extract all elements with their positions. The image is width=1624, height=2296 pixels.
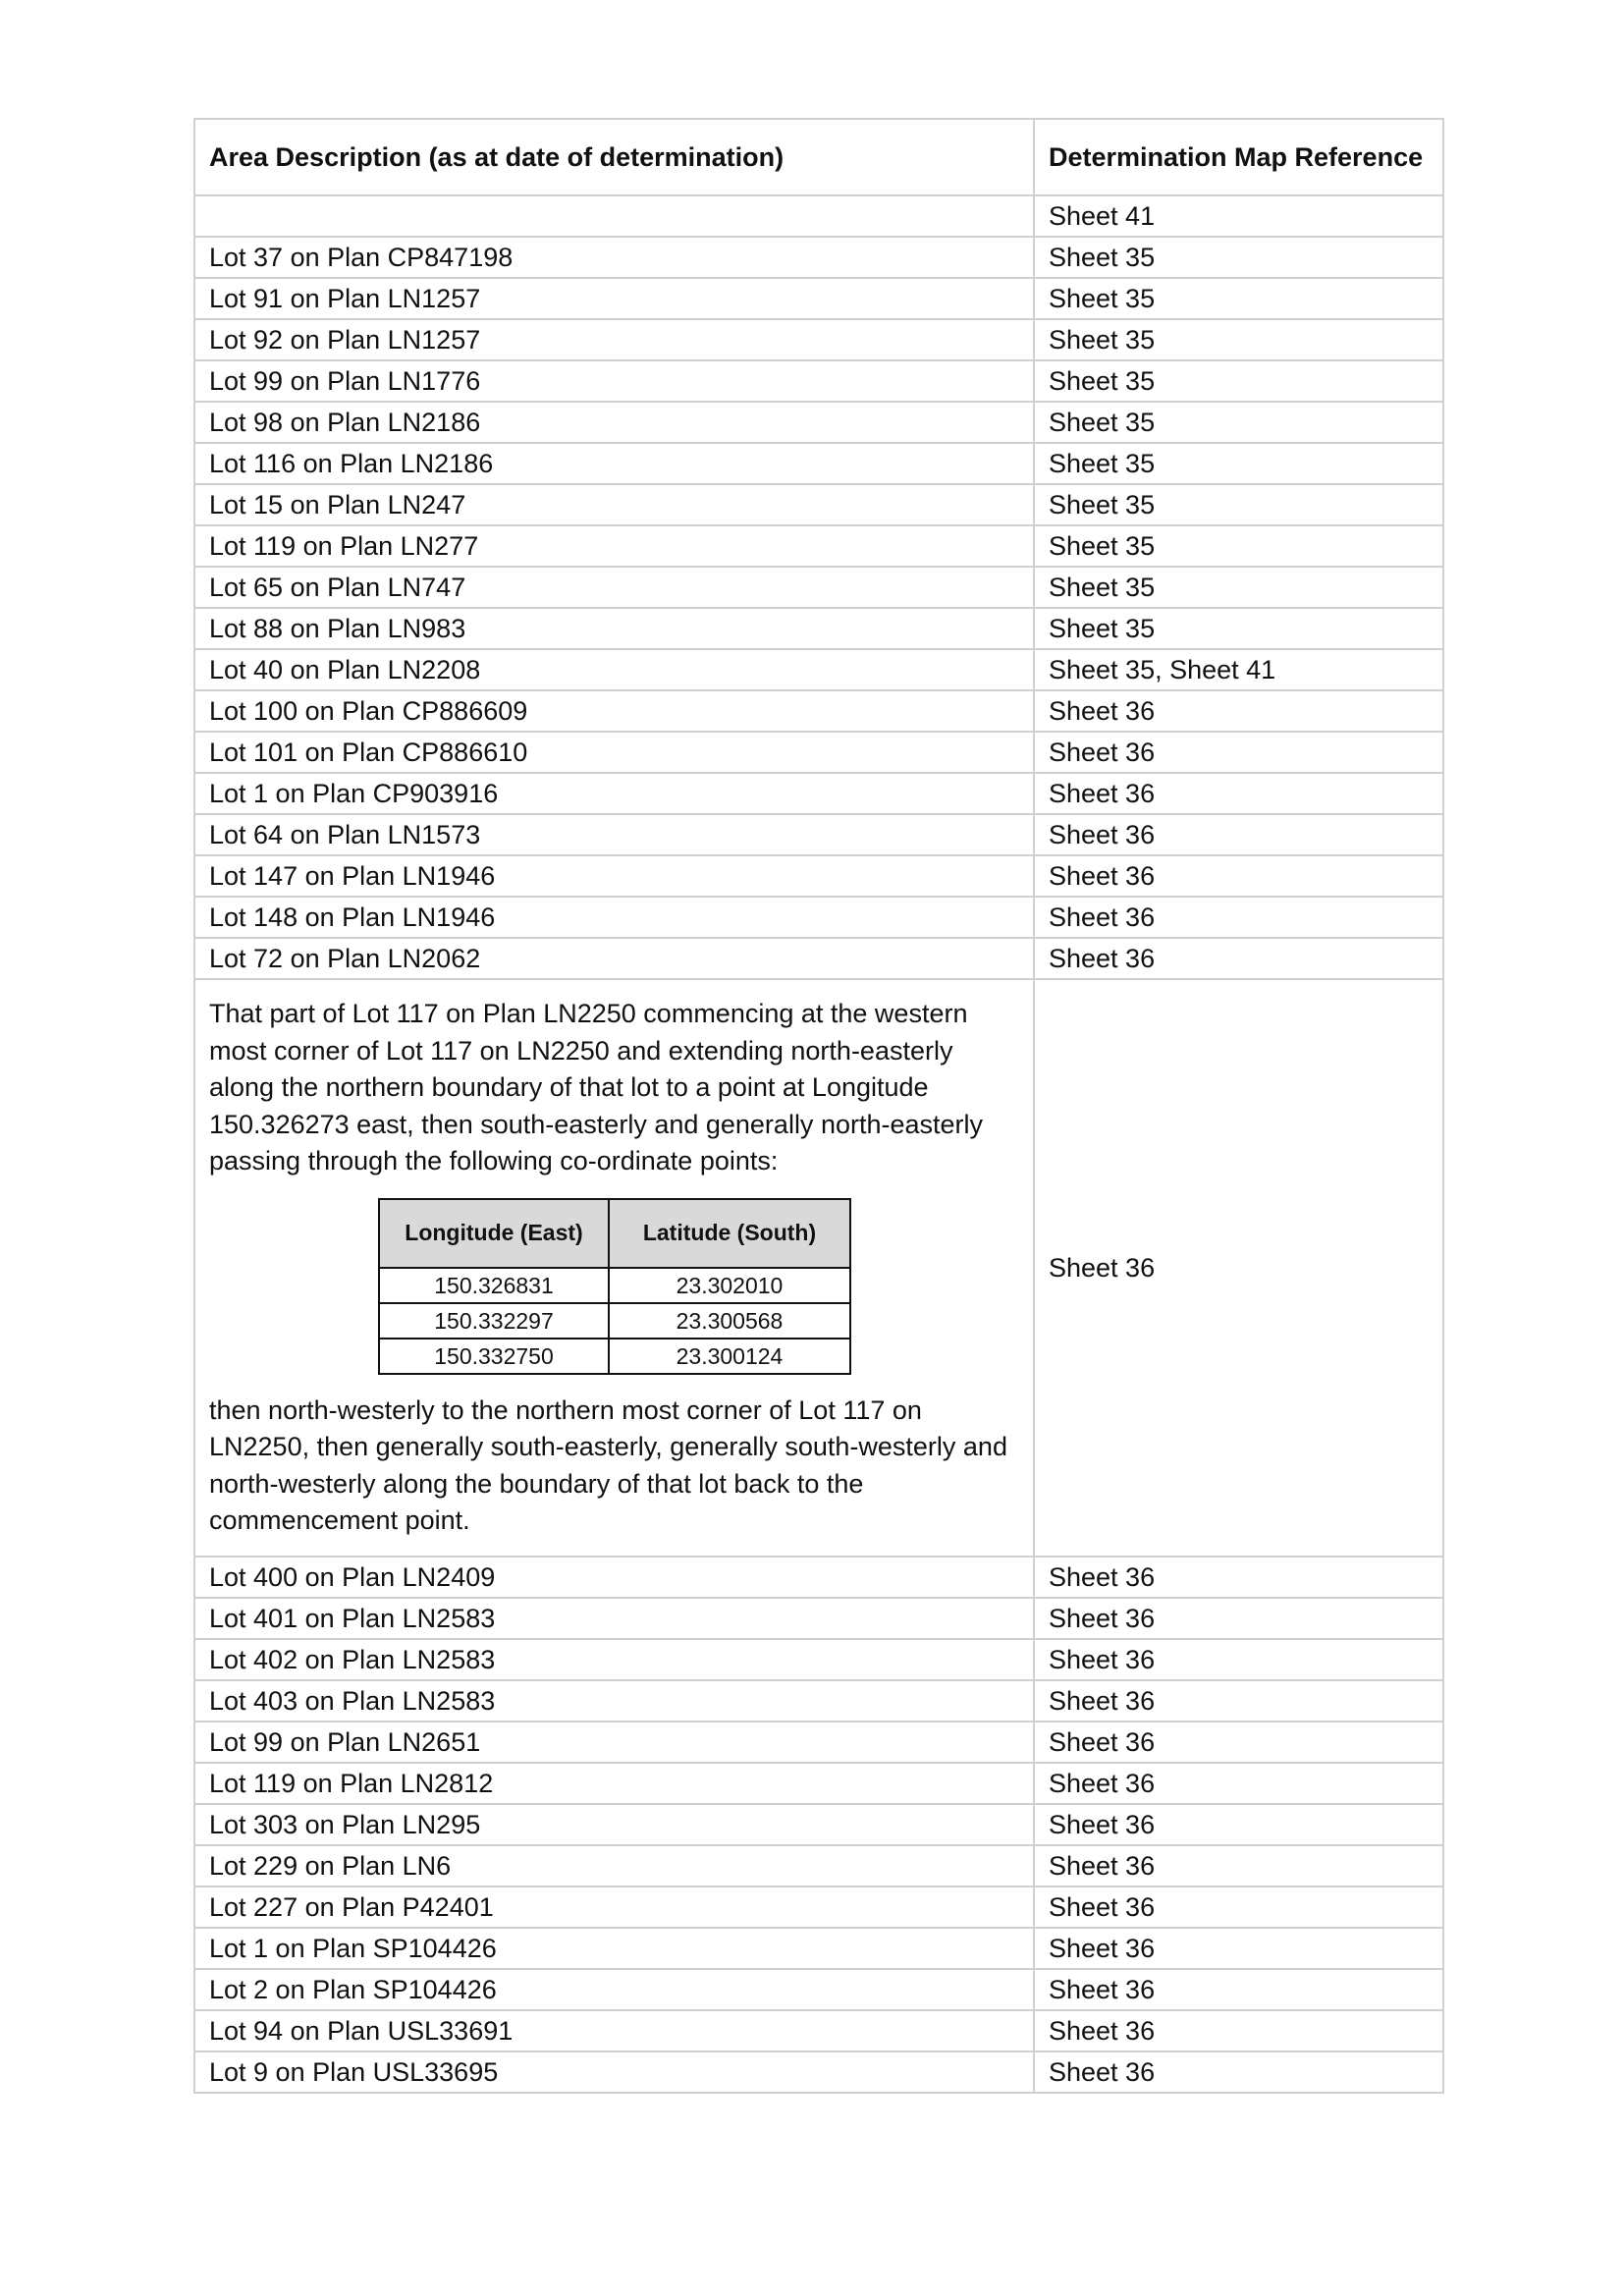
- special-row: [194, 979, 1443, 1557]
- table-body-bottom: [194, 1557, 1443, 2093]
- area-description-cell: Lot 147 on Plan LN1946: [194, 855, 1034, 897]
- map-reference-cell: Sheet 36: [1034, 1928, 1443, 1969]
- special-area-description: [194, 979, 1034, 1557]
- map-reference-cell: Sheet 36: [1034, 690, 1443, 732]
- area-description-cell: Lot 227 on Plan P42401: [194, 1886, 1034, 1928]
- map-reference-cell: Sheet 36: [1034, 1598, 1443, 1639]
- map-reference-cell: Sheet 35: [1034, 402, 1443, 443]
- coordinate-row: [379, 1339, 850, 1374]
- area-description-cell: Lot 400 on Plan LN2409: [194, 1557, 1034, 1598]
- map-reference-cell: Sheet 36: [1034, 2010, 1443, 2051]
- special-outro-text: then north-westerly to the northern most corner of Lot 117 on LN2250, then generally south-easterly, generally south-westerly and north-westerly along the boundary of that lot back to the commencement point.: [209, 1394, 1007, 1535]
- table-row: [194, 525, 1443, 567]
- table-row: [194, 608, 1443, 649]
- determination-table: [193, 118, 1444, 2094]
- area-description-cell: Lot 88 on Plan LN983: [194, 608, 1034, 649]
- map-reference-cell: Sheet 35: [1034, 360, 1443, 402]
- table-body-special: [194, 979, 1443, 1557]
- area-description-cell: Lot 116 on Plan LN2186: [194, 443, 1034, 484]
- table-row: [194, 732, 1443, 773]
- table-row: [194, 195, 1443, 237]
- table-header-row: [194, 119, 1443, 195]
- table-row: [194, 2010, 1443, 2051]
- table-row: [194, 319, 1443, 360]
- area-description-cell: Lot 92 on Plan LN1257: [194, 319, 1034, 360]
- coordinate-rows: [379, 1268, 850, 1374]
- table-row: [194, 237, 1443, 278]
- area-description-cell: Lot 99 on Plan LN2651: [194, 1722, 1034, 1763]
- area-description-cell: Lot 1 on Plan CP903916: [194, 773, 1034, 814]
- table-row: [194, 1804, 1443, 1845]
- area-description-cell: Lot 37 on Plan CP847198: [194, 237, 1034, 278]
- area-description-cell: Lot 99 on Plan LN1776: [194, 360, 1034, 402]
- area-description-cell: Lot 2 on Plan SP104426: [194, 1969, 1034, 2010]
- map-reference-cell: Sheet 35, Sheet 41: [1034, 649, 1443, 690]
- table-row: [194, 649, 1443, 690]
- area-description-cell: Lot 15 on Plan LN247: [194, 484, 1034, 525]
- table-row: [194, 1598, 1443, 1639]
- coord-longitude-cell: 150.332297: [379, 1303, 609, 1339]
- area-description-cell: Lot 40 on Plan LN2208: [194, 649, 1034, 690]
- table-row: [194, 1639, 1443, 1680]
- table-row: [194, 1928, 1443, 1969]
- table-body-top: [194, 195, 1443, 979]
- table-row: [194, 1969, 1443, 2010]
- coordinate-row: [379, 1303, 850, 1339]
- area-description-cell: Lot 303 on Plan LN295: [194, 1804, 1034, 1845]
- area-description-cell: Lot 101 on Plan CP886610: [194, 732, 1034, 773]
- table-row: [194, 690, 1443, 732]
- coord-longitude-cell: 150.332750: [379, 1339, 609, 1374]
- header-area-description: Area Description (as at date of determination): [194, 119, 1034, 195]
- map-reference-cell: Sheet 36: [1034, 1886, 1443, 1928]
- table-row: [194, 1722, 1443, 1763]
- table-row: [194, 443, 1443, 484]
- map-reference-cell: Sheet 35: [1034, 319, 1443, 360]
- table-row: [194, 1845, 1443, 1886]
- table-row: [194, 360, 1443, 402]
- map-reference-cell: Sheet 36: [1034, 897, 1443, 938]
- map-reference-cell: Sheet 35: [1034, 484, 1443, 525]
- coord-header-longitude: Longitude (East): [379, 1199, 609, 1268]
- area-description-cell: Lot 403 on Plan LN2583: [194, 1680, 1034, 1722]
- map-reference-cell: Sheet 36: [1034, 732, 1443, 773]
- table-row: [194, 278, 1443, 319]
- area-description-cell: Lot 401 on Plan LN2583: [194, 1598, 1034, 1639]
- map-reference-cell: Sheet 36: [1034, 814, 1443, 855]
- map-reference-cell: Sheet 36: [1034, 2051, 1443, 2093]
- area-description-cell: Lot 119 on Plan LN2812: [194, 1763, 1034, 1804]
- area-description-cell: Lot 229 on Plan LN6: [194, 1845, 1034, 1886]
- map-reference-cell: Sheet 35: [1034, 443, 1443, 484]
- map-reference-cell: Sheet 36: [1034, 1763, 1443, 1804]
- header-map-reference: Determination Map Reference: [1034, 119, 1443, 195]
- coord-longitude-cell: 150.326831: [379, 1268, 609, 1303]
- table-row: [194, 567, 1443, 608]
- area-description-cell: Lot 64 on Plan LN1573: [194, 814, 1034, 855]
- area-description-cell: Lot 9 on Plan USL33695: [194, 2051, 1034, 2093]
- area-description-cell: Lot 402 on Plan LN2583: [194, 1639, 1034, 1680]
- map-reference-cell: Sheet 36: [1034, 1680, 1443, 1722]
- map-reference-cell: Sheet 36: [1034, 1557, 1443, 1598]
- table-row: [194, 1886, 1443, 1928]
- table-row: [194, 855, 1443, 897]
- area-description-cell: Lot 1 on Plan SP104426: [194, 1928, 1034, 1969]
- map-reference-cell: Sheet 36: [1034, 1722, 1443, 1763]
- coord-latitude-cell: 23.302010: [609, 1268, 850, 1303]
- area-description-cell: Lot 100 on Plan CP886609: [194, 690, 1034, 732]
- table-row: [194, 484, 1443, 525]
- area-description-cell: [194, 195, 1034, 237]
- coord-header-latitude: Latitude (South): [609, 1199, 850, 1268]
- special-map-reference: Sheet 36: [1034, 979, 1443, 1557]
- coord-latitude-cell: 23.300568: [609, 1303, 850, 1339]
- map-reference-cell: Sheet 35: [1034, 608, 1443, 649]
- map-reference-cell: Sheet 36: [1034, 938, 1443, 979]
- map-reference-cell: Sheet 35: [1034, 525, 1443, 567]
- special-intro-text: That part of Lot 117 on Plan LN2250 commencing at the western most corner of Lot 117 on LN2250 and extending north-easterly along the northern boundary of that lot to a point at Longitude 150.326273 east, then south-easterly and generally north-easterly passing through the following co-ordinate points:: [209, 999, 984, 1175]
- table-row: [194, 814, 1443, 855]
- map-reference-cell: Sheet 35: [1034, 278, 1443, 319]
- coord-latitude-cell: 23.300124: [609, 1339, 850, 1374]
- area-description-cell: Lot 148 on Plan LN1946: [194, 897, 1034, 938]
- coordinate-header-row: [379, 1199, 850, 1268]
- map-reference-cell: Sheet 35: [1034, 237, 1443, 278]
- map-reference-cell: Sheet 36: [1034, 855, 1443, 897]
- map-reference-cell: Sheet 36: [1034, 1639, 1443, 1680]
- map-reference-cell: Sheet 36: [1034, 773, 1443, 814]
- table-row: [194, 1680, 1443, 1722]
- map-reference-cell: Sheet 35: [1034, 567, 1443, 608]
- table-row: [194, 773, 1443, 814]
- map-reference-cell: Sheet 36: [1034, 1969, 1443, 2010]
- area-description-cell: Lot 98 on Plan LN2186: [194, 402, 1034, 443]
- coordinate-table: [378, 1198, 851, 1375]
- area-description-cell: Lot 91 on Plan LN1257: [194, 278, 1034, 319]
- area-description-cell: Lot 72 on Plan LN2062: [194, 938, 1034, 979]
- map-reference-cell: Sheet 36: [1034, 1845, 1443, 1886]
- map-reference-cell: Sheet 36: [1034, 1804, 1443, 1845]
- area-description-cell: Lot 65 on Plan LN747: [194, 567, 1034, 608]
- map-reference-cell: Sheet 41: [1034, 195, 1443, 237]
- table-row: [194, 1763, 1443, 1804]
- table-row: [194, 402, 1443, 443]
- table-row: [194, 897, 1443, 938]
- table-row: [194, 1557, 1443, 1598]
- table-row: [194, 2051, 1443, 2093]
- coordinate-row: [379, 1268, 850, 1303]
- table-row: [194, 938, 1443, 979]
- area-description-cell: Lot 119 on Plan LN277: [194, 525, 1034, 567]
- area-description-cell: Lot 94 on Plan USL33691: [194, 2010, 1034, 2051]
